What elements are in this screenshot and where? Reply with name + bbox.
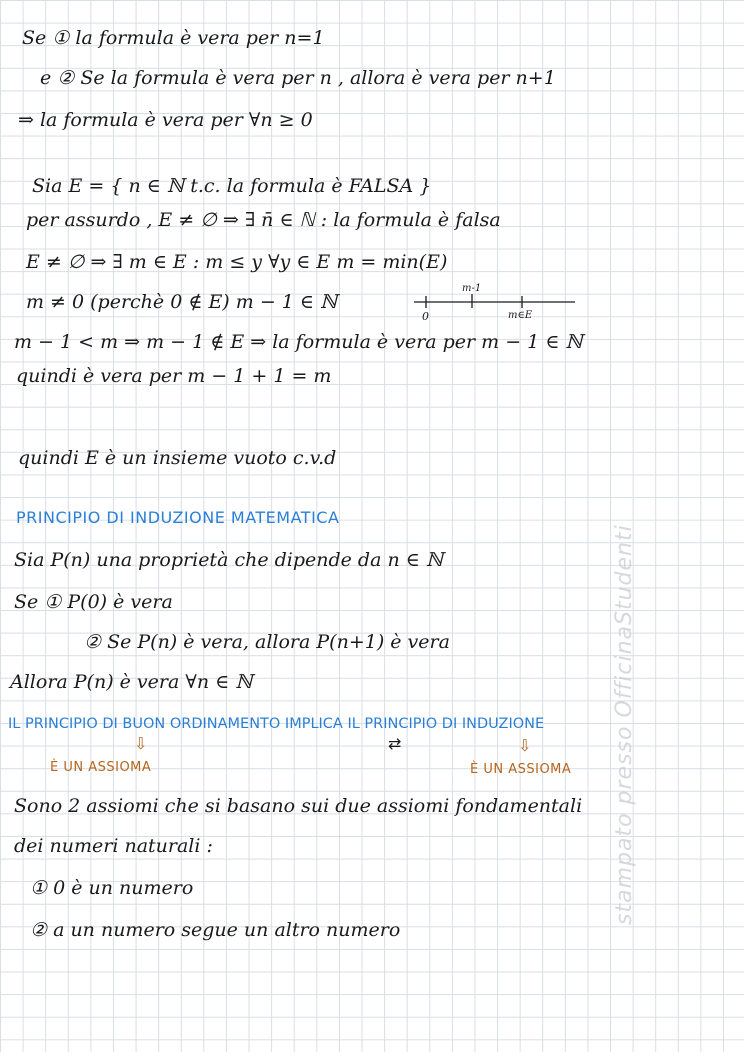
therefore-true-for-m: quindi è vera per m − 1 + 1 = m: [16, 365, 332, 387]
induction-conclusion: Allora P(n) è vera ∀n ∈ ℕ: [10, 671, 253, 693]
base-case: Se ① P(0) è vera: [14, 591, 173, 613]
minimum-element: E ≠ ∅ ⇒ ∃ m ∈ E : m ≤ y ∀y ∈ E m = min(E): [26, 251, 448, 273]
induction-heading: PRINCIPIO DI INDUZIONE MATEMATICA: [16, 508, 340, 527]
hypothesis-1: Se ① la formula è vera per n=1: [22, 27, 325, 49]
well-ordering-heading: IL PRINCIPIO DI BUON ORDINAMENTO IMPLICA IL PRINCIPIO DI INDUZIONE: [8, 716, 545, 732]
property-definition: Sia P(n) una proprietà che dipende da n ∈ ℕ: [14, 549, 444, 571]
absurd-hypothesis: per assurdo , E ≠ ∅ ⇒ ∃ n̄ ∈ ℕ : la formula è falsa: [26, 209, 501, 231]
number-line-sketch: [410, 282, 580, 322]
arrow-down-left-icon: ⇩: [134, 734, 148, 753]
hypothesis-2: e ② Se la formula è vera per n , allora è vera per n+1: [40, 67, 556, 89]
m-minus-1-step: m − 1 < m ⇒ m − 1 ∉ E ⇒ la formula è vera per m − 1 ∈ ℕ: [14, 331, 583, 353]
label-m-in-e: m∈E: [508, 310, 533, 321]
empty-set-conclusion: quindi E è un insieme vuoto c.v.d: [18, 447, 337, 469]
inductive-step: ② Se P(n) è vera, allora P(n+1) è vera: [84, 631, 450, 653]
set-definition: Sia E = { n ∈ ℕ t.c. la formula è FALSA }: [32, 175, 432, 197]
natural-numbers-label: dei numeri naturali :: [14, 835, 213, 857]
axiom-zero: ① 0 è un numero: [30, 877, 194, 899]
label-zero: 0: [422, 310, 429, 322]
axioms-statement: Sono 2 assiomi che si basano sui due assiomi fondamentali: [14, 795, 583, 817]
watermark: stampato presso OfficinaStudenti: [612, 524, 637, 925]
axiom-note-right: È UN ASSIOMA: [470, 762, 572, 777]
m-nonzero: m ≠ 0 (perchè 0 ∉ E) m − 1 ∈ ℕ: [26, 291, 338, 313]
axiom-successor: ② a un numero segue un altro numero: [30, 919, 401, 941]
axiom-note-left: È UN ASSIOMA: [50, 760, 152, 775]
equivalence-arrow-icon: ⇄: [388, 734, 402, 753]
label-m-minus-1: m-1: [462, 283, 482, 294]
conclusion: ⇒ la formula è vera per ∀n ≥ 0: [18, 109, 313, 131]
arrow-down-right-icon: ⇩: [518, 736, 532, 755]
